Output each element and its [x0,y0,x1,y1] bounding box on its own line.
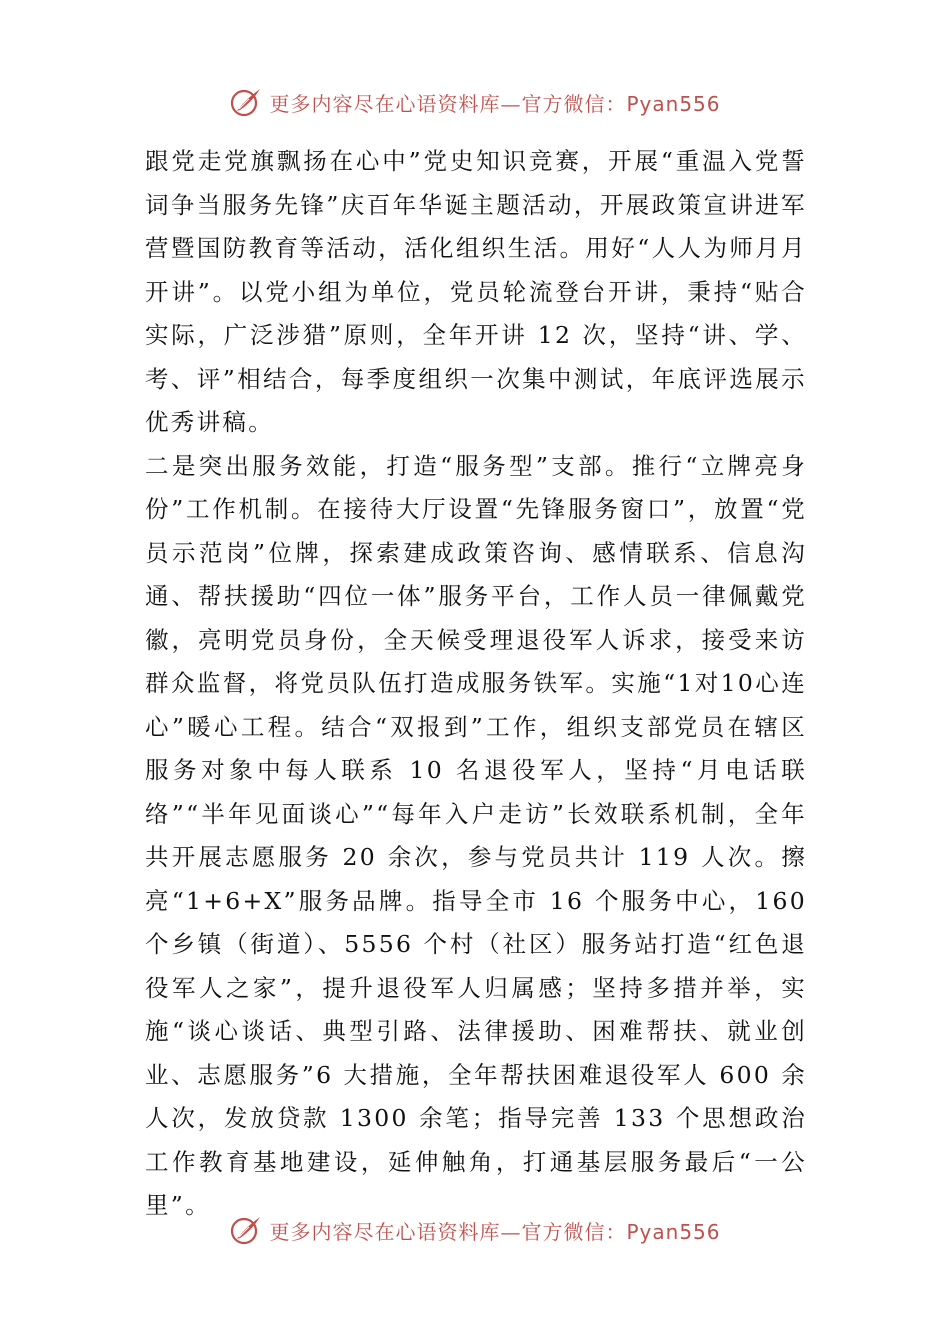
quill-pen-circle-icon [229,85,263,119]
quill-pen-circle-icon [229,1213,263,1247]
header-watermark [0,82,950,122]
footer-watermark [0,1210,950,1250]
watermark-text [269,88,720,117]
document-body [145,140,807,1228]
paragraph-1: 跟党走党旗飘扬在心中”党史知识竞赛，开展“重温入党誓词争当服务先锋”庆百年华诞主题活动，开展政策宣讲进军营暨国防教育等活动，活化组织生活。用好“人人为师月月开讲”。以党小组为单位，党员轮流登台开讲，秉持“贴合实际，广泛涉猎”原则，全年开讲 12 次，坚持“讲、学、考、评”相结合，每季度组织一次集中测试，年底评选展示优秀讲稿。 [145,147,807,436]
watermark-wechat-id: Pyan556 [626,1219,721,1244]
watermark-wechat-id: Pyan556 [626,91,721,116]
watermark-label: 更多内容尽在心语资料库—官方微信： [269,91,627,116]
watermark-text [269,1216,720,1245]
watermark-label: 更多内容尽在心语资料库—官方微信： [269,1219,627,1244]
paragraph-2: 二是突出服务效能，打造“服务型”支部。推行“立牌亮身份”工作机制。在接待大厅设置“先锋服务窗口”，放置“党员示范岗”位牌，探索建成政策咨询、感情联系、信息沟通、帮扶援助“四位一体”服务平台，工作人员一律佩戴党徽，亮明党员身份，全天候受理退役军人诉求，接受来访群众监督，将党员队伍打造成服务铁军。实施“1对10心连心”暖心工程。结合“双报到”工作，组织支部党员在辖区服务对象中每人联系 10 名退役军人，坚持“月电话联络”“半年见面谈心”“每年入户走访”长效联系机制，全年共开展志愿服务 20 余次，参与党员共计 119 人次。擦亮“1+6+X”服务品牌。指导全市 16 个服务中心，160 个乡镇（街道）、5556 个村（社区）服务站打造“红色退役军人之家”，提升退役军人归属感；坚持多措并举，实施“谈心谈话、典型引路、法律援助、困难帮扶、就业创业、志愿服务”6 大措施，全年帮扶困难退役军人 600 余人次，发放贷款 1300 余笔；指导完善 133 个思想政治工作教育基地建设，延伸触角，打通基层服务最后“一公里”。 [145,451,807,1219]
